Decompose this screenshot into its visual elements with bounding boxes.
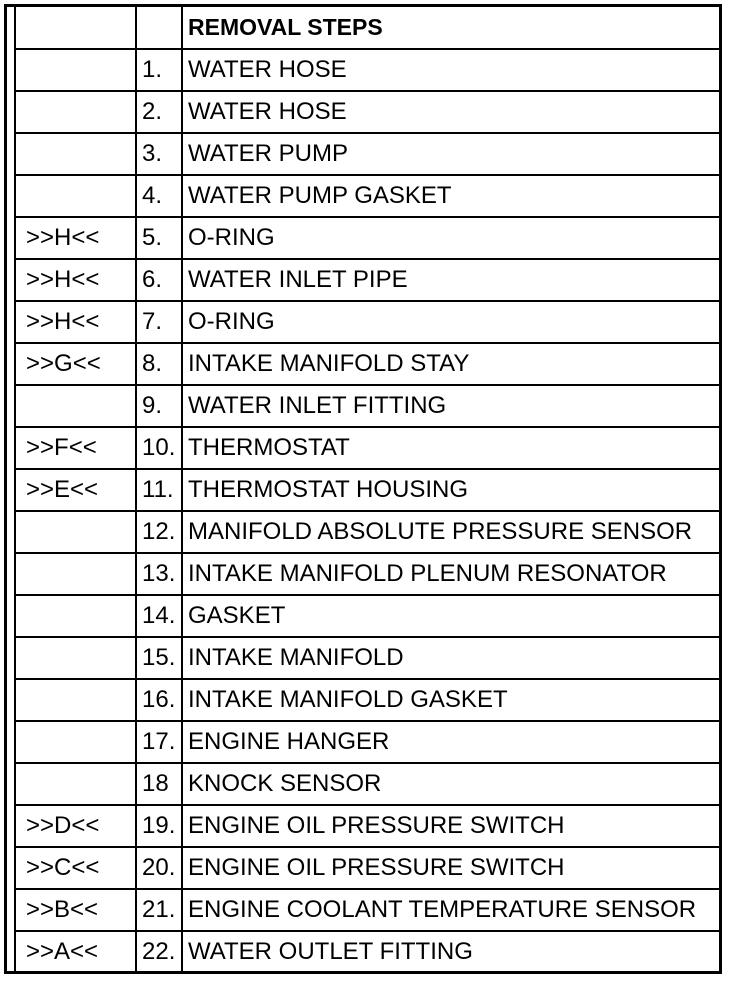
table-row — [16, 469, 719, 511]
table-row — [16, 637, 719, 679]
table-row — [16, 721, 719, 763]
step-name-cell: O-RING — [182, 217, 719, 259]
step-name-cell: WATER INLET PIPE — [182, 259, 719, 301]
step-number-cell: 10. — [136, 427, 182, 469]
step-name-cell: INTAKE MANIFOLD — [182, 637, 719, 679]
step-name-cell: WATER INLET FITTING — [182, 385, 719, 427]
step-reference-cell — [16, 553, 136, 595]
step-name-cell: ENGINE OIL PRESSURE SWITCH — [182, 805, 719, 847]
step-number-cell: 5. — [136, 217, 182, 259]
table-row — [16, 259, 719, 301]
step-name-cell: THERMOSTAT — [182, 427, 719, 469]
table-row — [16, 133, 719, 175]
step-name-cell: WATER HOSE — [182, 49, 719, 91]
step-name-cell: ENGINE COOLANT TEMPERATURE SENSOR — [182, 889, 719, 931]
step-name-cell: ENGINE HANGER — [182, 721, 719, 763]
header-title-cell — [182, 7, 719, 49]
step-number-cell: 19. — [136, 805, 182, 847]
step-number-cell: 21. — [136, 889, 182, 931]
step-number-cell: 13. — [136, 553, 182, 595]
step-reference-cell: >>A<< — [16, 931, 136, 972]
removal-steps-table — [16, 7, 719, 972]
step-reference-cell — [16, 511, 136, 553]
step-number-cell: 18 — [136, 763, 182, 805]
step-reference-cell — [16, 91, 136, 133]
step-reference-cell — [16, 133, 136, 175]
step-number-cell: 9. — [136, 385, 182, 427]
table-row — [16, 49, 719, 91]
step-number-cell: 1. — [136, 49, 182, 91]
header-row — [16, 7, 719, 49]
step-number-cell: 3. — [136, 133, 182, 175]
step-reference-cell — [16, 637, 136, 679]
table-row — [16, 847, 719, 889]
step-reference-cell: >>H<< — [16, 301, 136, 343]
step-name-cell: INTAKE MANIFOLD STAY — [182, 343, 719, 385]
step-number-cell: 12. — [136, 511, 182, 553]
step-number-cell: 20. — [136, 847, 182, 889]
step-reference-cell: >>C<< — [16, 847, 136, 889]
step-number-cell: 14. — [136, 595, 182, 637]
step-name-cell: WATER PUMP GASKET — [182, 175, 719, 217]
step-number-cell: 7. — [136, 301, 182, 343]
step-name-cell: INTAKE MANIFOLD PLENUM RESONATOR — [182, 553, 719, 595]
step-name-cell: ENGINE OIL PRESSURE SWITCH — [182, 847, 719, 889]
table-row — [16, 595, 719, 637]
step-reference-cell: >>D<< — [16, 805, 136, 847]
removal-steps-body — [16, 7, 719, 972]
table-row — [16, 301, 719, 343]
step-reference-cell: >>H<< — [16, 217, 136, 259]
step-number-cell: 15. — [136, 637, 182, 679]
step-reference-cell: >>H<< — [16, 259, 136, 301]
header-num-cell — [136, 7, 182, 49]
step-reference-cell — [16, 385, 136, 427]
step-reference-cell: >>G<< — [16, 343, 136, 385]
header-ref-cell — [16, 7, 136, 49]
step-number-cell: 8. — [136, 343, 182, 385]
step-number-cell: 2. — [136, 91, 182, 133]
table-row — [16, 763, 719, 805]
step-reference-cell: >>B<< — [16, 889, 136, 931]
table-row — [16, 343, 719, 385]
step-reference-cell — [16, 763, 136, 805]
left-margin-bar — [7, 7, 16, 971]
table-row — [16, 553, 719, 595]
table-row — [16, 931, 719, 972]
table-row — [16, 175, 719, 217]
step-name-cell: O-RING — [182, 301, 719, 343]
step-number-cell: 22. — [136, 931, 182, 972]
step-name-cell: GASKET — [182, 595, 719, 637]
table-row — [16, 805, 719, 847]
page-title: REMOVAL STEPS — [188, 14, 383, 40]
step-reference-cell — [16, 175, 136, 217]
step-reference-cell — [16, 679, 136, 721]
step-name-cell: WATER OUTLET FITTING — [188, 938, 473, 965]
table-row — [16, 427, 719, 469]
step-number-cell: 11. — [136, 469, 182, 511]
table-row — [16, 385, 719, 427]
step-reference-cell — [16, 595, 136, 637]
table-row — [16, 217, 719, 259]
step-number-cell: 6. — [136, 259, 182, 301]
step-reference-cell: >>F<< — [16, 427, 136, 469]
step-name-cell: MANIFOLD ABSOLUTE PRESSURE SENSOR — [182, 511, 719, 553]
step-name-cell: KNOCK SENSOR — [182, 763, 719, 805]
table-row — [16, 679, 719, 721]
step-number-cell: 17. — [136, 721, 182, 763]
table-row — [16, 889, 719, 931]
removal-steps-frame — [4, 4, 722, 974]
table-row — [16, 511, 719, 553]
step-name-cell: THERMOSTAT HOUSING — [182, 469, 719, 511]
step-number-cell: 4. — [136, 175, 182, 217]
step-name-cell: WATER HOSE — [182, 91, 719, 133]
step-reference-cell — [16, 721, 136, 763]
step-reference-cell — [16, 49, 136, 91]
table-row — [16, 91, 719, 133]
step-name-cell: WATER PUMP — [182, 133, 719, 175]
step-reference-cell: >>E<< — [16, 469, 136, 511]
step-name-cell: INTAKE MANIFOLD GASKET — [182, 679, 719, 721]
step-number-cell: 16. — [136, 679, 182, 721]
